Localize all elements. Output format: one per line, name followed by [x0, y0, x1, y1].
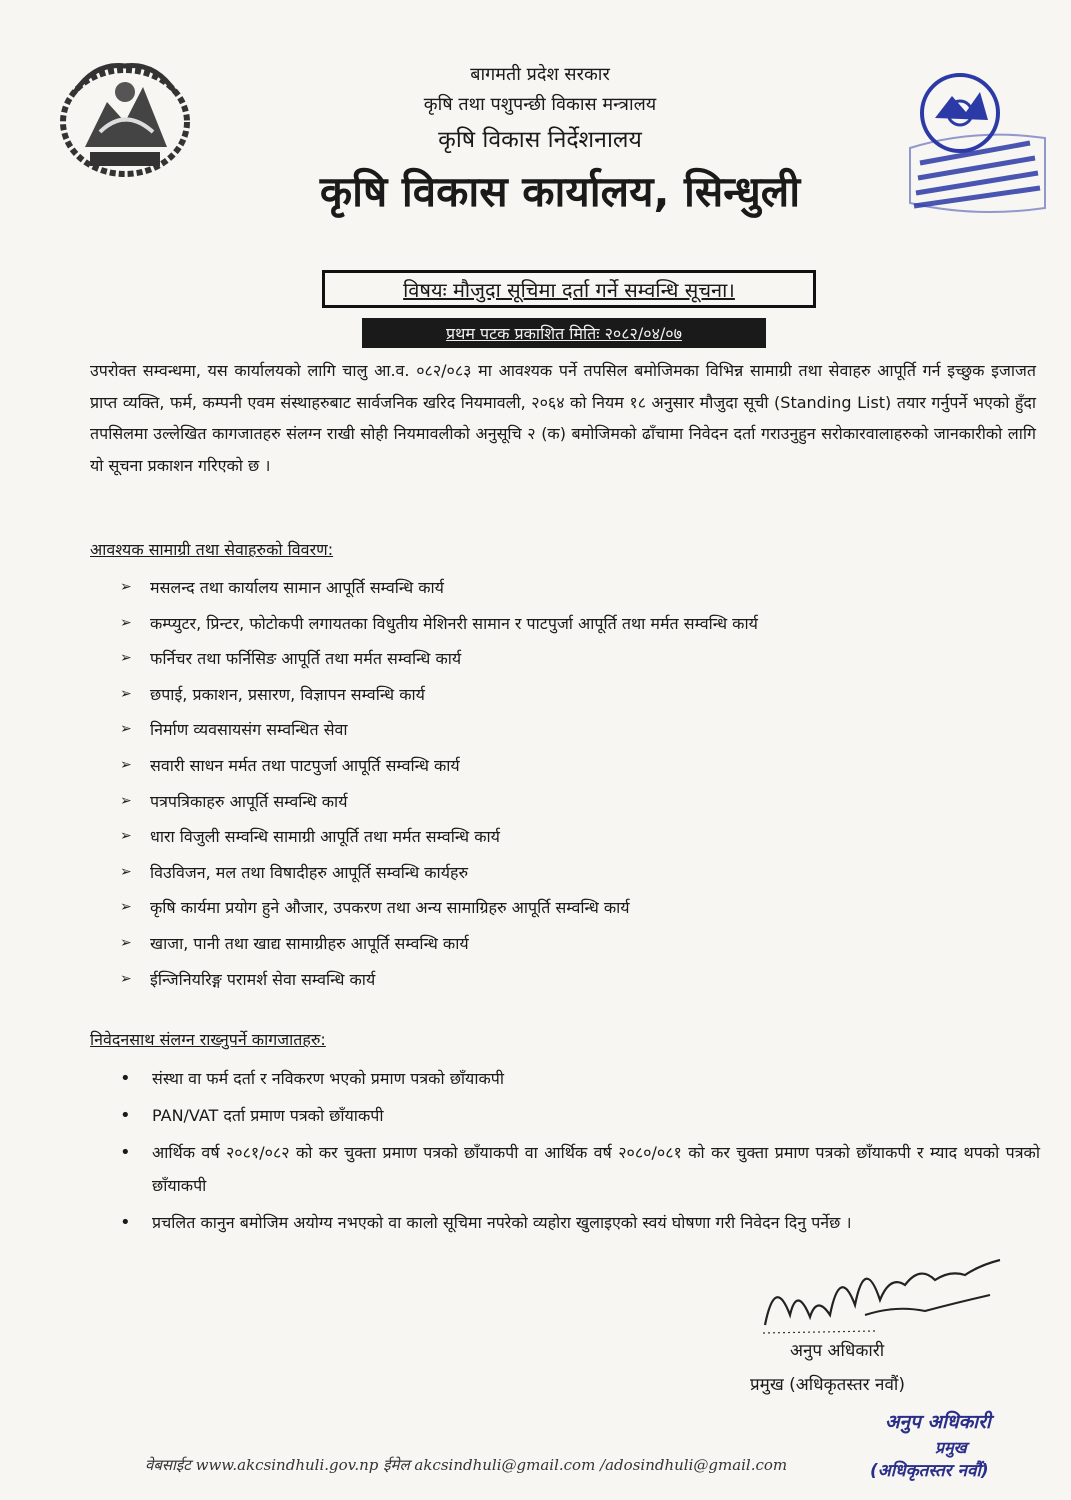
- arrow-bullet-icon: ➢: [120, 721, 132, 738]
- service-text: छपाई, प्रकाशन, प्रसारण, विज्ञापन सम्वन्धि कार्य: [150, 684, 425, 704]
- signer-title: प्रमुख (अधिकृतस्तर नवौं): [750, 1375, 905, 1395]
- intro-paragraph: उपरोक्त सम्वन्धमा, यस कार्यालयको लागि चालु आ.व. ०८२/०८३ मा आवश्यक पर्ने तपसिल बमोजिमका विभिन्न सामाग्री तथा सेवाहरु आपूर्ति गर्न इच्छुक इजाजत प्राप्त व्यक्ति, फर्म, कम्पनी एवम संस्थाहरुबाट सार्वजनिक खरिद नियमावली, २०६४ को नियम १८ अनुसार मौजुदा सूची (Standing List) तयार गर्नुपर्ने भएको हुँदा तपसिलमा उल्लेखित कागजातहरु संलग्न राखी सोही नियमावलीको अनुसूचि २ (क) बमोजिमको ढाँचामा निवेदन दर्ता गराउनुहुन सरोकारवालाहरुको जानकारीको लागि यो सूचना प्रकाशन गरिएको छ ।: [90, 361, 1036, 475]
- services-list: [120, 570, 1040, 997]
- documents-list: [120, 1062, 1040, 1239]
- bullet-icon: •: [120, 1212, 131, 1233]
- list-item: [120, 926, 1040, 962]
- arrow-bullet-icon: ➢: [120, 970, 132, 987]
- list-item: [120, 890, 1040, 926]
- service-text: पत्रपत्रिकाहरु आपूर्ति सम्वन्धि कार्य: [150, 791, 348, 811]
- document-text: आर्थिक वर्ष २०८१/०८२ को कर चुक्ता प्रमाण पत्रको छाँयाकपी वा आर्थिक वर्ष २०८०/०८१ को कर चुक्ता प्रमाण पत्रको छाँयाकपी र म्याद थपको पत्रको छाँयाकपी: [152, 1143, 1040, 1195]
- published-date: प्रथम पटक प्रकाशित मितिः २०८२/०४/०७: [362, 318, 766, 348]
- arrow-bullet-icon: ➢: [120, 650, 132, 667]
- service-text: ईन्जिनियरिङ्ग परामर्श सेवा सम्वन्धि कार्य: [150, 969, 376, 989]
- nepal-emblem-icon: [55, 52, 195, 180]
- list-item: [120, 606, 1040, 642]
- header-province: बागमती प्रदेश सरकार: [470, 64, 610, 85]
- arrow-bullet-icon: ➢: [120, 863, 132, 880]
- list-item: [120, 712, 1040, 748]
- stamp-signer-name: अनुप अधिकारी: [885, 1411, 991, 1433]
- list-item: [120, 677, 1040, 713]
- service-text: कृषि कार्यमा प्रयोग हुने औजार, उपकरण तथा अन्य सामाग्रिहरु आपूर्ति सम्वन्धि कार्य: [150, 898, 630, 918]
- service-text: मसलन्द तथा कार्यालय सामान आपूर्ति सम्वन्धि कार्य: [150, 578, 444, 597]
- arrow-bullet-icon: ➢: [120, 792, 132, 809]
- list-item: [120, 855, 1040, 891]
- service-text: खाजा, पानी तथा खाद्य सामाग्रीहरु आपूर्ति सम्वन्धि कार्य: [150, 933, 469, 953]
- header-ministry: कृषि तथा पशुपन्छी विकास मन्त्रालय: [423, 94, 657, 115]
- service-text: कम्प्युटर, प्रिन्टर, फोटोकपी लगायतका विधुतीय मेशिनरी सामान र पाटपुर्जा आपूर्ति तथा मर्मत सम्वन्धि कार्य: [150, 613, 758, 633]
- stamp-signer-rank: (अधिकृतस्तर नवौं): [870, 1461, 989, 1481]
- list-item: [120, 570, 1040, 606]
- arrow-bullet-icon: ➢: [120, 579, 132, 595]
- footer-contact: वेबसाईट www.akcsindhuli.gov.np ईमेल akcsindhuli@gmail.com /adosindhuli@gmail.com: [145, 1456, 788, 1474]
- document-text: प्रचलित कानुन बमोजिम अयोग्य नभएको वा कालो सूचिमा नपरेको व्यहोरा खुलाइएको स्वयं घोषणा गरी निवेदन दिनु पर्नेछ ।: [152, 1213, 852, 1232]
- services-heading: आवश्यक सामाग्री तथा सेवाहरुको विवरण:: [90, 540, 334, 559]
- list-item: [120, 1062, 1040, 1095]
- document-text: PAN/VAT दर्ता प्रमाण पत्रको छाँयाकपी: [152, 1106, 384, 1125]
- arrow-bullet-icon: ➢: [120, 934, 132, 951]
- list-item: [120, 748, 1040, 784]
- arrow-bullet-icon: ➢: [120, 828, 132, 845]
- list-item: [120, 1206, 1040, 1239]
- list-item: [120, 1136, 1040, 1202]
- list-item: [120, 1099, 1040, 1132]
- subject-heading: विषयः मौजुदा सूचिमा दर्ता गर्ने सम्वन्धि सूचना।: [322, 270, 816, 308]
- office-stamp-icon: [900, 68, 1050, 218]
- list-item: [120, 641, 1040, 677]
- header-directorate: कृषि विकास निर्देशनालय: [438, 127, 642, 153]
- service-text: धारा विजुली सम्वन्धि सामाग्री आपूर्ति तथा मर्मत सम्वन्धि कार्य: [150, 827, 500, 847]
- header-office: कृषि विकास कार्यालय, सिन्धुली: [319, 167, 801, 216]
- list-item: [120, 819, 1040, 855]
- bullet-icon: •: [120, 1068, 131, 1089]
- arrow-bullet-icon: ➢: [120, 614, 132, 631]
- arrow-bullet-icon: ➢: [120, 899, 132, 916]
- bullet-icon: •: [120, 1105, 131, 1126]
- list-item: [120, 784, 1040, 820]
- stamp-signer-role: प्रमुख: [935, 1438, 967, 1457]
- arrow-bullet-icon: ➢: [120, 685, 132, 702]
- signer-name: अनुप अधिकारी: [790, 1341, 885, 1361]
- service-text: विउविजन, मल तथा विषादीहरु आपूर्ति सम्वन्धि कार्यहरु: [150, 862, 469, 882]
- documents-heading: निवेदनसाथ संलग्न राख्नुपर्ने कागजातहरु:: [90, 1030, 326, 1049]
- list-item: [120, 962, 1040, 998]
- service-text: निर्माण व्यवसायसंग सम्वन्धित सेवा: [150, 720, 348, 740]
- arrow-bullet-icon: ➢: [120, 756, 132, 773]
- bullet-icon: •: [120, 1142, 131, 1163]
- service-text: फर्निचर तथा फर्निसिङ आपूर्ति तथा मर्मत सम्वन्धि कार्य: [150, 649, 462, 669]
- document-text: संस्था वा फर्म दर्ता र नविकरण भएको प्रमाण पत्रको छाँयाकपी: [152, 1069, 504, 1088]
- handwritten-signature-icon: [755, 1245, 1015, 1345]
- service-text: सवारी साधन मर्मत तथा पाटपुर्जा आपूर्ति सम्वन्धि कार्य: [150, 755, 460, 775]
